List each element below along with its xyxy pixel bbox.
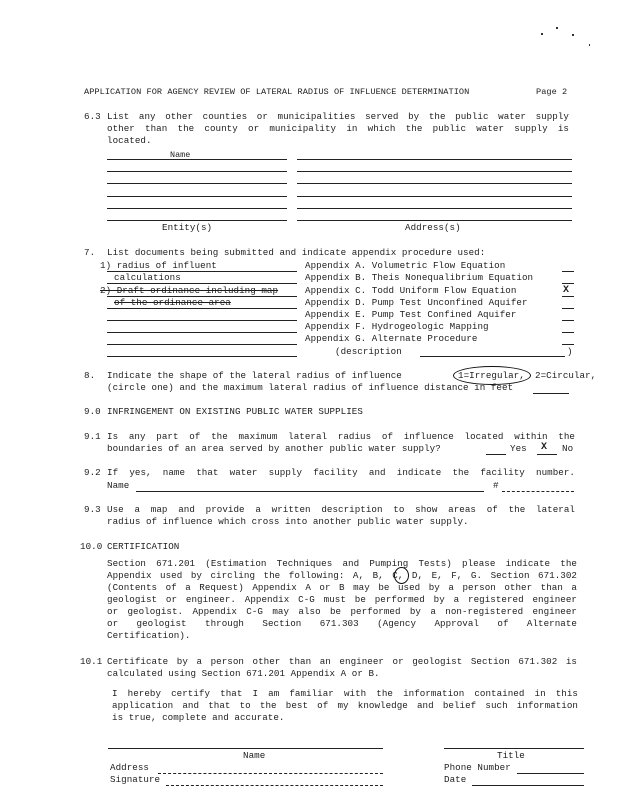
s90-title: INFRINGEMENT ON EXISTING PUBLIC WATER SUPPLIES [107,406,363,417]
appendix-c: Appendix C. Todd Uniform Flow Equation [305,285,517,296]
s63-text-line-1: List any other counties or municipalities served by the public water supply [107,111,569,122]
s100-line-7: Certification). [107,630,191,641]
certify-line-1: I hereby certify that I am familiar with the information contained in this [112,688,578,699]
scan-speck [541,33,543,35]
s100-line-6: or geologist through Section 671.303 (Agency Approval of Alternate [107,618,577,629]
s100-line-3: (Contents of a Request) Appendix A or B may be used by a person other than a [107,582,577,593]
doc-item-2: 2) Draft ordinance including map [100,285,279,296]
doc-item-2-cont: of the ordinance area [114,297,231,308]
s100-line-4: geologist or engineer. Appendix C-G must be performed by a registered engineer [107,594,577,605]
doc-item-1-cont: calculations [114,272,181,283]
appendix-b: Appendix B. Theis Nonequalibrium Equation [305,272,534,283]
sig-phone-label: Phone Number [444,762,511,773]
certify-line-3: is true, complete and accurate. [112,712,285,723]
s63-text-line-3: located. [107,135,152,146]
s93-line-1: Use a map and provide a written description to show areas of the lateral [107,504,575,515]
section-number-8: 8. [84,370,96,381]
scan-speck [572,34,574,36]
col-address-label: Address(s) [405,222,461,233]
col-entity-label: Entity(s) [162,222,213,233]
sig-address-label: Address [110,762,149,773]
section-number-10-0: 10.0 [80,541,103,552]
appendix-f: Appendix F. Hydrogeologic Mapping [305,321,489,332]
doc-item-1: 1) radius of influent [100,260,217,271]
section-number-7: 7. [84,247,96,258]
s8-line-2: (circle one) and the maximum lateral radius of influence distance in feet [107,382,514,393]
s91-line-1: Is any part of the maximum lateral radius of influence located within the [107,431,575,442]
s63-name-label: Name [170,150,191,160]
section-number-10-1: 10.1 [80,656,103,667]
appendix-c-check-mark: X [563,285,570,296]
s8-line-1: Indicate the shape of the lateral radius of influence [107,370,402,381]
s91-yes-label: Yes [510,443,527,454]
sig-signature-label: Signature [110,774,161,785]
s92-hash-label: # [493,480,499,491]
s91-no-label: No [562,443,574,454]
s93-line-2: radius of influence which cross into another public water supply. [107,516,469,527]
s91-no-mark: X [541,442,548,453]
scan-speck [556,27,558,29]
s92-name-label: Name [107,480,130,491]
appendix-g: Appendix G. Alternate Procedure [305,333,478,344]
s91-line-2: boundaries of an area served by another public water supply? [107,443,441,454]
shape-option-circular: 2=Circular, [535,370,597,381]
s100-line-1: Section 671.201 (Estimation Techniques and Pumping Tests) please indicate the [107,558,577,569]
section-number-6-3: 6.3 [84,111,101,122]
s101-line-1: Certificate by a person other than an engineer or geologist Section 671.302 is [107,656,577,667]
s92-line-1: If yes, name that water supply facility and indicate the facility number. [107,467,575,478]
appendix-d: Appendix D. Pump Test Unconfined Aquifer [305,297,528,308]
appendix-a: Appendix A. Volumetric Flow Equation [305,260,506,271]
page-header-title: APPLICATION FOR AGENCY REVIEW OF LATERAL RADIUS OF INFLUENCE DETERMINATION [84,87,470,97]
section-number-9-1: 9.1 [84,431,101,442]
description-close-paren: ) [567,346,573,357]
s100-title: CERTIFICATION [107,541,180,552]
appendix-e: Appendix E. Pump Test Confined Aquifer [305,309,517,320]
certify-line-2: application and that to the best of my knowledge and belief such information [112,700,578,711]
section-number-9-0: 9.0 [84,406,101,417]
shape-option-irregular: 1=Irregular, [458,370,525,381]
section-number-9-2: 9.2 [84,467,101,478]
scan-speck [589,44,590,46]
s100-line-5: or geologist. Appendix C-G may also be performed by a non-registered engineer [107,606,577,617]
description-label: (description [335,346,402,357]
s101-line-2: calculated using Section 671.201 Appendix A or B. [107,668,380,679]
sig-name-label: Name [243,750,266,761]
sig-date-label: Date [444,774,467,785]
section-number-9-3: 9.3 [84,504,101,515]
s7-intro: List documents being submitted and indicate appendix procedure used: [107,247,486,258]
sig-title-label: Title [497,750,525,761]
page-number: Page 2 [536,87,568,97]
s63-text-line-2: other than the county or municipality in which the public water supply is [107,123,569,134]
s100-line-2: Appendix used by circling the following: A, B, C, D, E, F, G. Section 671.302 [107,570,577,581]
